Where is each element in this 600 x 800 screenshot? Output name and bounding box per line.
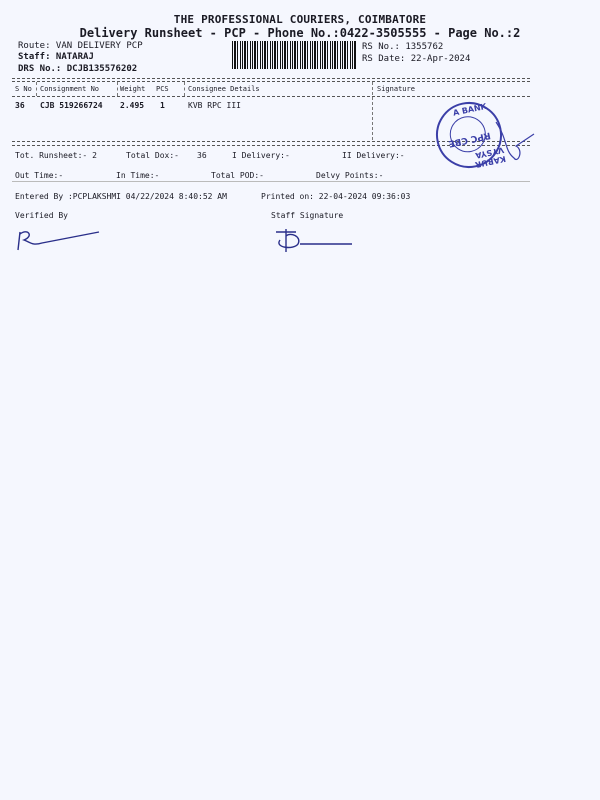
barcode [232,41,357,69]
row-consignment-number: CJB 519266724 [40,101,103,110]
row-consignee: KVB RPC III [188,101,241,110]
stamp-signature-mark [494,120,538,168]
row-sno: 36 [15,101,25,110]
drs-number: DRS No.: DCJB135576202 [18,64,138,74]
in-time: In Time:- [116,171,160,180]
verified-by-signature [14,226,104,256]
out-time: Out Time:- [15,171,64,180]
column-header-signature: Signature [377,85,415,93]
runsheet-title: Delivery Runsheet - PCP - Phone No.:0422-3505555 - Page No.:2 [79,26,521,40]
stamp-top-text: A BANK [452,101,488,118]
total-runsheet: Tot. Runsheet:- 2 [15,151,97,160]
staff-label: Staff: NATARAJ [18,52,94,62]
total-dox-value: 36 [197,151,207,160]
stamp-middle-text: RPC CBE [447,129,492,149]
column-header-sno: S No [15,85,32,93]
rs-date: RS Date: 22-Apr-2024 [362,54,471,64]
i-delivery: I Delivery:- [232,151,290,160]
column-separator [372,82,373,140]
total-pod: Total POD:- [211,171,264,180]
column-separator [36,82,37,96]
verified-by-label: Verified By [15,211,68,220]
staff-signature-mark [272,226,362,256]
printed-on: Printed on: 22-04-2024 09:36:03 [261,192,411,201]
column-header-consignment: Consignment No [40,85,100,93]
company-name: THE PROFESSIONAL COURIERS, COIMBATORE [173,13,427,26]
stamp-bottom-text: KARUR VYSYA [474,145,507,170]
divider [12,181,530,182]
column-header-weight: Weight [120,85,146,93]
column-separator [184,82,185,96]
entered-by: Entered By :PCPLAKSHMI 04/22/2024 8:40:52 AM [15,192,227,201]
divider [12,96,530,97]
route-label: Route: VAN DELIVERY PCP [18,41,143,51]
divider [12,78,530,79]
column-header-pcs: PCS [156,85,169,93]
delvy-points: Delvy Points:- [316,171,384,180]
row-pcs: 1 [160,101,165,110]
total-dox-label: Total Dox:- [126,151,179,160]
column-header-consignee: Consignee Details [188,85,260,93]
ii-delivery: II Delivery:- [342,151,405,160]
row-weight: 2.495 [120,101,145,110]
staff-signature-label: Staff Signature [271,211,344,220]
rs-number: RS No.: 1355762 [362,42,444,52]
column-separator [117,82,118,96]
divider [12,81,530,82]
